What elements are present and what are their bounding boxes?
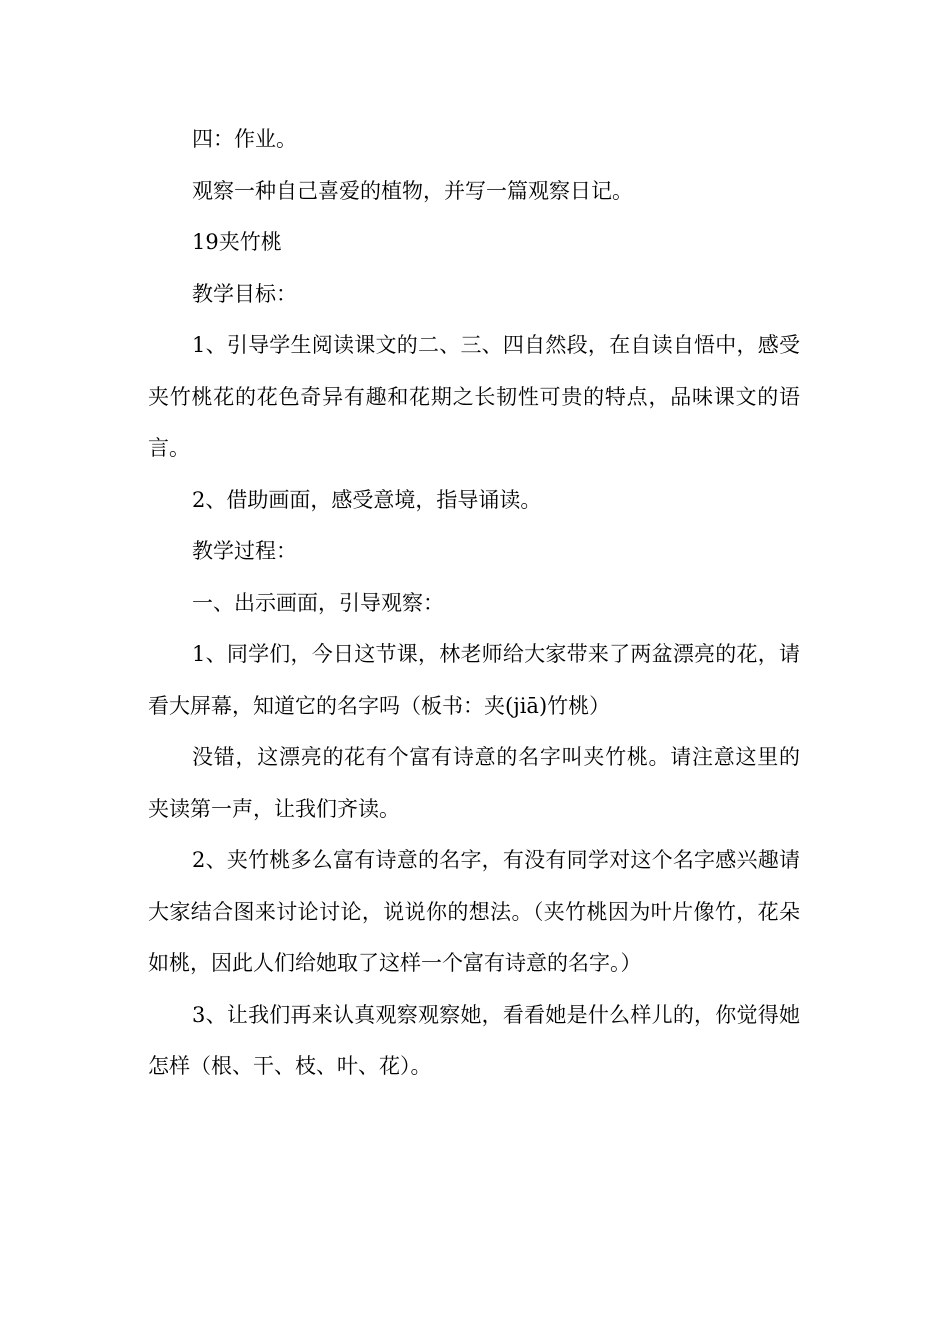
- step-1-item-2: 2、夹竹桃多么富有诗意的名字，有没有同学对这个名字感兴趣请大家结合图来讨论讨论，说说你的想法。（夹竹桃因为叶片像竹，花朵如桃，因此人们给她取了这样一个富有诗意的名字。）: [148, 848, 800, 975]
- objective-1: 1、引导学生阅读课文的二、三、四自然段，在自读自悟中，感受夹竹桃花的花色奇异有趣和花期之长韧性可贵的特点，品味课文的语言。: [148, 333, 800, 460]
- step-1-heading: 一、出示画面，引导观察：: [192, 590, 444, 615]
- step-1-item-1: 1、同学们，今日这节课，林老师给大家带来了两盆漂亮的花，请看大屏幕，知道它的名字吗（板书：夹(jiā)竹桃）: [148, 642, 800, 718]
- objective-2: 2、借助画面，感受意境，指导诵读。: [192, 487, 542, 512]
- objectives-heading: 教学目标：: [192, 281, 297, 306]
- process-heading: 教学过程：: [192, 539, 297, 563]
- homework-heading: 四：作业。: [192, 127, 297, 151]
- lesson-title: 19夹竹桃: [192, 230, 282, 254]
- document-body: [148, 114, 800, 1093]
- step-1-note: 没错，这漂亮的花有个富有诗意的名字叫夹竹桃。请注意这里的夹读第一声，让我们齐读。: [148, 745, 800, 821]
- step-1-item-3: 3、让我们再来认真观察观察她，看看她是什么样儿的，你觉得她怎样（根、干、枝、叶、花）。: [148, 1002, 800, 1078]
- homework-text: 观察一种自己喜爱的植物，并写一篇观察日记。: [192, 178, 633, 203]
